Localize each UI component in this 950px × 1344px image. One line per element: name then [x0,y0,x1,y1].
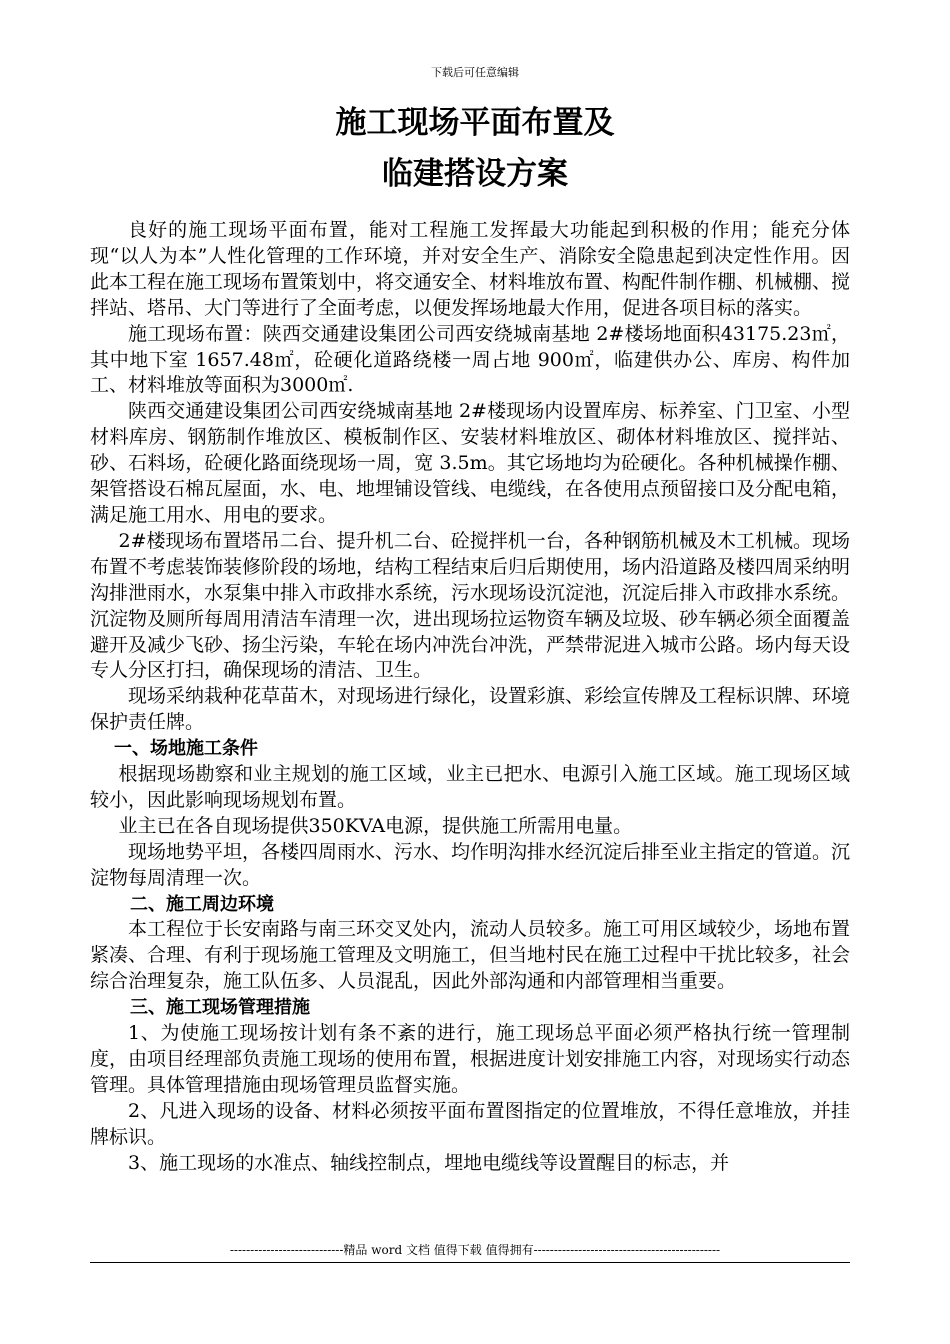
footer-divider [90,1262,850,1263]
document-title-line-1: 施工现场平面布置及 [335,105,615,141]
section-2-heading: 二、施工周边环境 [130,893,274,915]
section-2-paragraph-1: 本工程位于长安南路与南三环交叉处内，流动人员较多。施工可用区域较少，场地布置紧凑、合理、有利于现场施工管理及文明施工，但当地村民在施工过程中干扰比较多，社会综合治理复杂，施工队伍多、人员混乱，因此外部沟通和内部管理相当重要。 [90,918,851,993]
layout-paragraph: 施工现场布置：陕西交通建设集团公司西安绕城南基地 2#楼场地面积43175.23㎡，其中地下室 1657.48㎡，砼硬化道路绕楼一周占地 900㎡，临建供办公、库房、构件加工、材料堆放等面积为3000㎡. [90,322,850,397]
greening-paragraph: 现场采纳栽种花草苗木，对现场进行绿化，设置彩旗、彩绘宣传牌及工程标识牌、环境保护责任牌。 [90,685,851,734]
facilities-paragraph: 陕西交通建设集团公司西安绕城南基地 2#楼现场内设置库房、标养室、门卫室、小型材料库房、钢筋制作堆放区、模板制作区、安装材料堆放区、砌体材料堆放区、搅拌站、砂、石料场，砼硬化路面绕现场一周，宽 3.5m。其它场地均为砼硬化。各种机械操作棚、架管搭设石棉瓦屋面，水、电、地埋铺设管线、电缆线，在各使用点预留接口及分配电箱，满足施工用水、用电的要求。 [90,400,851,526]
document-title-line-2: 临建搭设方案 [382,156,568,192]
footer-note: ----------------------------精品 word 文档 值得下载 值得拥有---------------------------------------------- [229,1243,721,1257]
section-1-heading: 一、场地施工条件 [114,738,258,760]
section-1-paragraph-3: 现场地势平坦，各楼四周雨水、污水、均作明沟排水经沉淀后排至业主指定的管道。沉淀物每周清理一次。 [90,840,851,889]
document-body [90,218,850,1177]
section-1-paragraph-1: 根据现场勘察和业主规划的施工区域，业主已把水、电源引入施工区域。施工现场区域较小，因此影响现场规划布置。 [90,763,850,811]
section-3-paragraph-2: 2、凡进入现场的设备、材料必须按平面布置图指定的位置堆放，不得任意堆放，并挂牌标识。 [90,1099,850,1148]
intro-paragraph: 良好的施工现场平面布置，能对工程施工发挥最大功能起到积极的作用；能充分体现“以人为本”人性化管理的工作环境，并对安全生产、消除安全隐患起到决定性作用。因此本工程在施工现场布置策划中，将交通安全、材料堆放布置、构配件制作棚、机械棚、搅拌站、塔吊、大门等进行了全面考虑，以便发挥场地最大作用，促进各项目标的落实。 [90,219,851,319]
section-3-paragraph-1: 1、为使施工现场按计划有条不紊的进行，施工现场总平面必须严格执行统一管理制度，由项目经理部负责施工现场的使用布置，根据进度计划安排施工内容，对现场实行动态管理。具体管理措施由现场管理员监督实施。 [90,1022,851,1096]
section-3-paragraph-3: 3、施工现场的水准点、轴线控制点，埋地电缆线等设置醒目的标志，并 [128,1151,730,1174]
section-3-heading: 三、施工现场管理措施 [130,997,310,1019]
section-1-paragraph-2: 业主已在各自现场提供350KVA电源，提供施工所需用电量。 [118,814,633,837]
header-note: 下载后可任意编辑 [431,66,519,79]
equipment-paragraph: 2#楼现场布置塔吊二台、提升机二台、砼搅拌机一台，各种钢筋机械及木工机械。现场布置不考虑装饰装修阶段的场地，结构工程结束后归后期使用，场内沿道路及楼四周采纳明沟排泄雨水，水泵集中排入市政排水系统，污水现场设沉淀池，沉淀后排入市政排水系统。沉淀物及厕所每周用清洁车清理一次，进出现场拉运物资车辆及垃圾、砂车辆必须全面覆盖避开及减少飞砂、扬尘污染，车轮在场内冲洗台冲洗，严禁带泥进入城市公路。场内每天设专人分区打扫，确保现场的清洁、卫生。 [90,529,851,682]
